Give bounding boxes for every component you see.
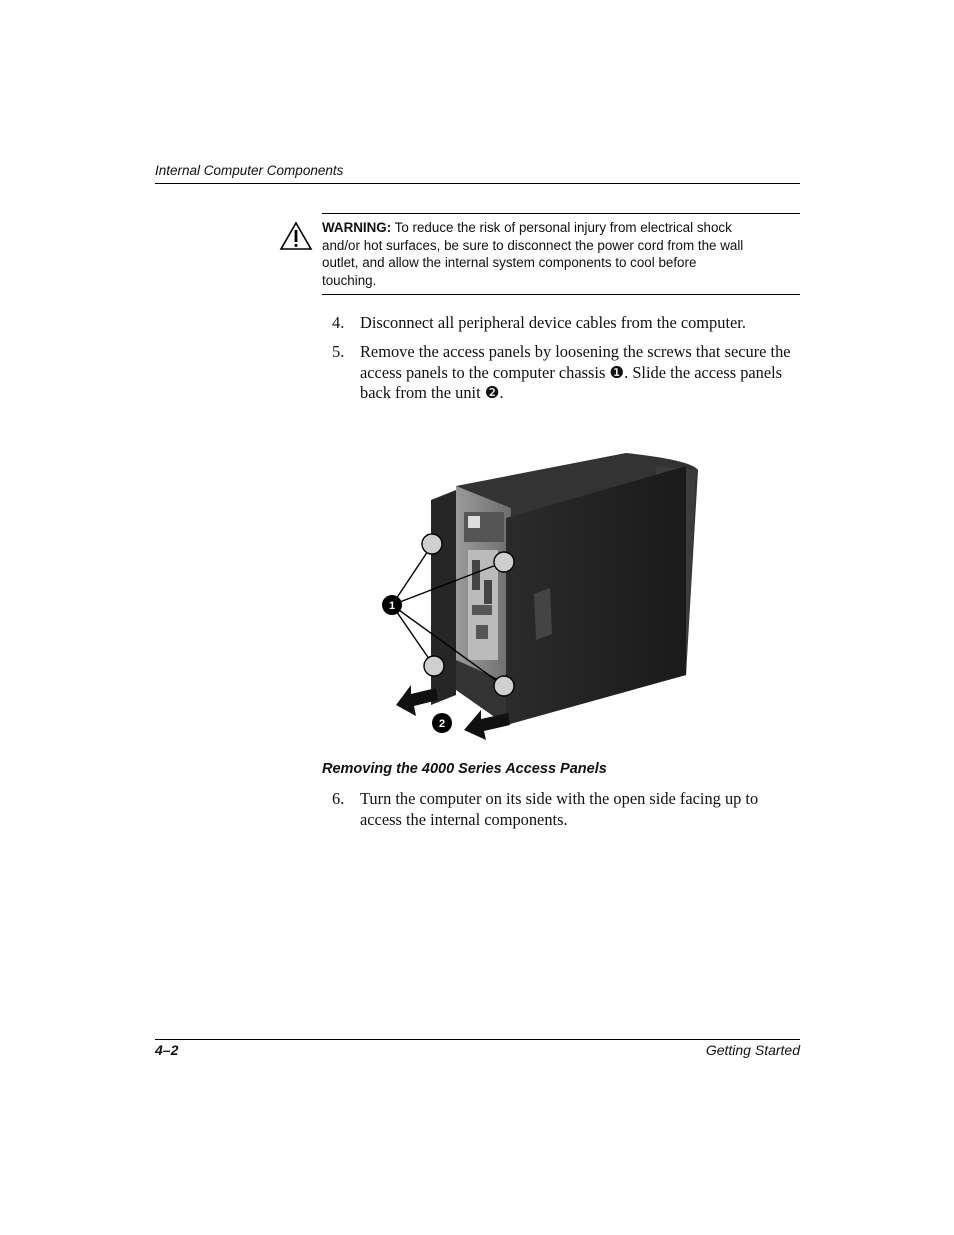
port-column	[472, 560, 480, 590]
screw-circle	[422, 534, 442, 554]
step-text: Remove the access panels by loosening the screws that secure the access panels to the computer chassis ❶. Slide the access panels back from the unit ❷.	[360, 342, 791, 403]
warning-label: WARNING:	[322, 220, 392, 235]
step-number: 5.	[332, 342, 345, 361]
screw-circle	[424, 656, 444, 676]
header-rule	[155, 183, 800, 184]
warning-line-1: WARNING: To reduce the risk of personal injury from electrical shock	[322, 220, 732, 235]
step-6	[332, 789, 802, 833]
running-header: Internal Computer Components	[155, 163, 344, 178]
screw-circle	[494, 552, 514, 572]
warning-triangle-icon	[279, 221, 313, 251]
step-number: 4.	[332, 313, 345, 332]
warning-line-4: touching.	[322, 272, 377, 288]
screw-circle	[494, 676, 514, 696]
callout-label-2: 2	[438, 718, 446, 730]
port-column	[484, 580, 492, 604]
callout-label-1: 1	[388, 600, 396, 612]
footer-rule	[155, 1039, 800, 1040]
power-socket	[468, 516, 480, 528]
book-title: Getting Started	[705, 1042, 800, 1058]
warning-rule-top	[322, 213, 800, 214]
warning-text	[322, 219, 792, 289]
step-text: Disconnect all peripheral device cables from the computer.	[360, 313, 746, 332]
step-5	[332, 342, 802, 406]
page-number: 4–2	[155, 1042, 179, 1058]
warning-rule-bottom	[322, 294, 800, 295]
warning-line-2: and/or hot surfaces, be sure to disconnect the power cord from the wall	[322, 237, 744, 253]
computer-access-panel-illustration	[356, 420, 716, 760]
step-number: 6.	[332, 789, 345, 808]
panel-handle	[534, 588, 552, 640]
step-4	[332, 313, 802, 335]
port-block	[476, 625, 488, 639]
slide-arrow-right	[464, 710, 510, 740]
callout-1-symbol: ❶	[609, 362, 625, 382]
callout-2-symbol: ❷	[484, 383, 500, 403]
port-block	[472, 605, 492, 615]
step-text: Turn the computer on its side with the open side facing up to access the internal components.	[360, 789, 759, 829]
figure-caption: Removing the 4000 Series Access Panels	[322, 761, 607, 777]
warning-line-3: outlet, and allow the internal system components to cool before	[322, 255, 697, 271]
slide-arrow-left	[396, 685, 438, 716]
